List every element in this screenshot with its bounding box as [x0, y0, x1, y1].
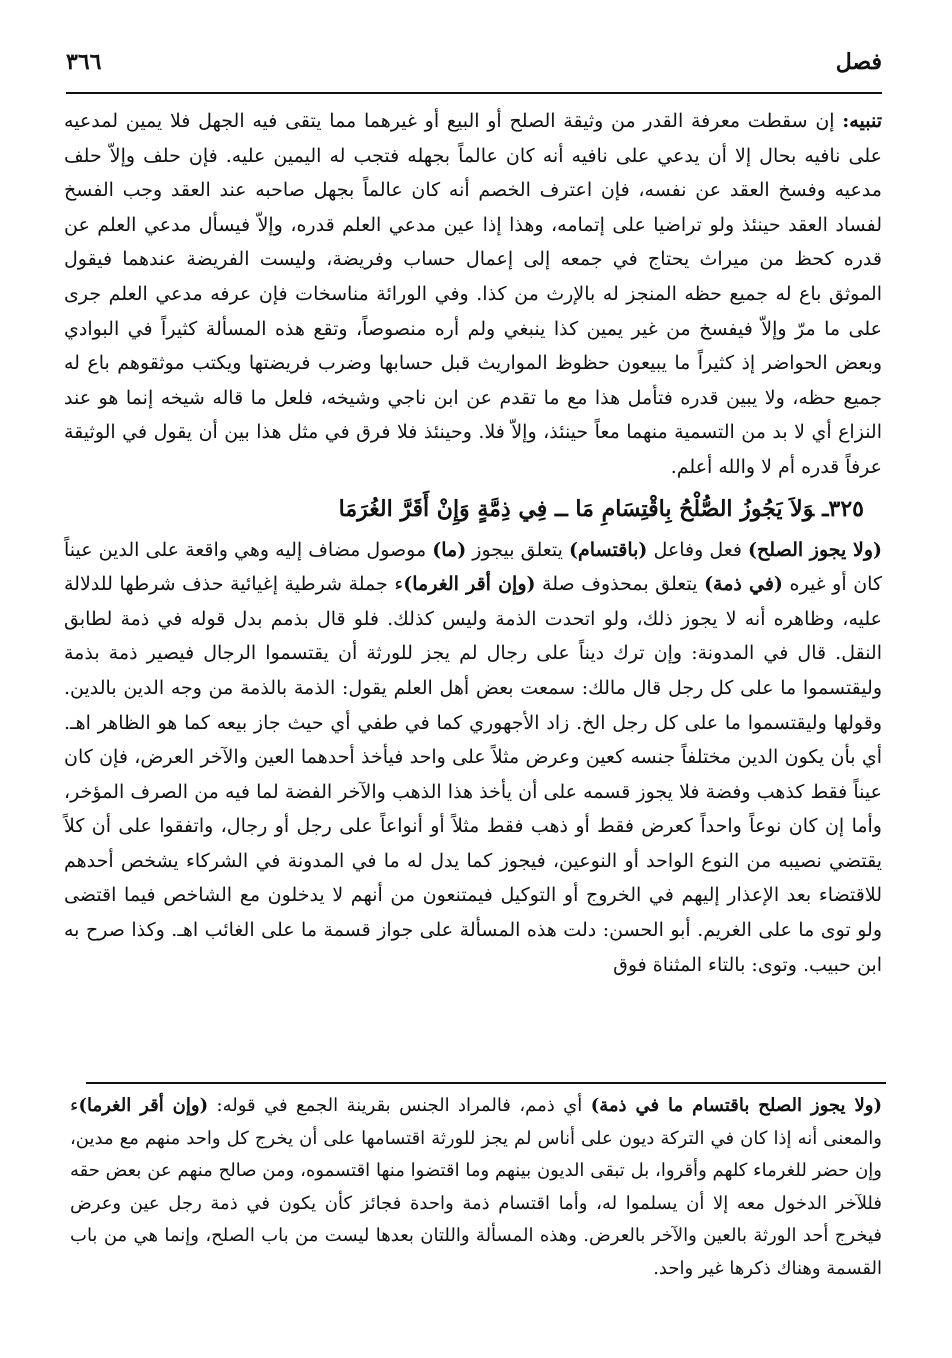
commentary-text: يتعلق بيجوز	[466, 538, 570, 561]
commentary-text: موصول مضاف إليه وهي واقعة على الدين عيناً كان أو غيره	[64, 538, 882, 596]
page-number: ٣٦٦	[66, 49, 102, 75]
bold-term: (ولا يجوز الصلح)	[748, 538, 882, 561]
commentary-paragraph	[64, 533, 882, 983]
verse-line	[64, 489, 882, 529]
bold-term: (باقتسام)	[569, 538, 648, 561]
header-rule	[66, 92, 882, 94]
bold-term: (ما)	[432, 538, 467, 561]
bold-term: (وإن أقر الغرما)	[78, 1095, 209, 1116]
bold-term: (وإن أقر الغرما)	[403, 573, 536, 596]
footnote-rule	[86, 1082, 886, 1084]
page-header	[66, 34, 882, 90]
bold-term: (في ذمة)	[704, 573, 783, 596]
commentary-text: ء جملة شرطية إغيائية حذف شرطها للدلالة عليه، وظاهره أنه لا يجوز ذلك، ولو اتحدت الذمة وليس كذلك. فلو قال بذمم بدل قوله في ذمة لطابق النقل. قال في المدونة: وإن ترك ديناً على رجال لم يجز للورثة أن يقتسموا الرجال فيصير ذمة بذمة وليقتسموا ما على كل رجل قال مالك: سمعت بعض أهل العلم يقول: الذمة بالذمة من وجه الدين بالدين. وقولها وليقتسموا ما على كل رجل الخ. زاد الأجهوري كما في طفي أي حيث جاز بيعه كما هو الظاهر اهـ. أي بأن يكون الدين مختلفاً جنسه كعين وعرض مثلاً على واحد فيأخذ أحدهما العين والآخر العرض، فإن كان عيناً فقط كذهب وفضة فلا يجوز قسمه على أن يأخذ هذا الذهب والآخر الفضة لما فيه من الصرف المؤخر، وأما إن كان نوعاً واحداً كعرض فقط أو ذهب فقط مثلاً أو أنواعاً على رجل أو رجال، واتفقوا على أن كلاً يقتضي نصيبه من النوع الواحد أو النوعين، فيجوز كما يدل له ما في المدونة في الشركاء يشخص أحدهم للاقتضاء بعد الإعذار إليهم في الخروج أو التوكيل فيمتنعون من أنهم لا يدخلون مع الشاخص فيما اقتضى ولو توى ما على الغريم. أبو الحسن: دلت هذه المسألة على جواز قسمة ما على الغائب اهـ. وكذا صرح به ابن حبيب. وتوى: بالتاء المثناة فوق	[64, 573, 882, 976]
footnotes	[70, 1090, 882, 1285]
bold-term: (ولا يجوز الصلح باقتسام ما في ذمة)	[590, 1095, 882, 1116]
commentary-text: أي ذمم، فالمراد الجنس بقرينة الجمع في قوله:	[208, 1095, 591, 1116]
commentary-text: ء والمعنى أنه إذا كان في التركة ديون على أناس لم يجز للورثة اقتسامها على أن يخرج كل واحد منهم مع مدين، وإن حضر للغرماء كلهم وأقروا، بل تبقى الديون بينهم وما اقتضوا منها اقتسموه، ومن صالح منهم عن بعض حقه فللآخر الدخول معه إلا أن يسلموا له، وأما اقتسام ذمة واحدة فجائز كأن يكون في ذمة رجل عين وعرض فيخرج أحد الورثة بالعين والآخر بالعرض. وهذه المسألة واللتان بعدها ليست من باب الصلح، وإنما هي من باب القسمة وهناك ذكرها غير واحد.	[70, 1095, 882, 1279]
commentary-text: فعل وفاعل	[647, 538, 749, 561]
verse-number: ٣٢٥ـ	[822, 495, 864, 522]
tanbih-label: تنبيه:	[842, 110, 882, 132]
verse-text: وَلاَ يَجُوزُ الصُّلْحُ بِاقْتِسَامِ مَا ــ فِي ذِمَّةٍ وَإِنْ أَقَرَّ الغُرَمَا	[338, 495, 815, 522]
tanbih-paragraph	[64, 104, 882, 485]
footnote-paragraph	[70, 1090, 882, 1285]
running-title: فصل	[835, 49, 882, 75]
tanbih-text: إن سقطت معرفة القدر من وثيقة الصلح أو البيع أو غيرهما مما يتقى فيه الجهل فلا يمين لمدعيه على نافيه بحال إلا أن يدعي على نافيه أنه كان عالماً بجهله فتجب له اليمين عليه. فإن حلف وإلاّ حلف مدعيه وفسخ العقد عن نفسه، فإن اعترف الخصم أنه كان عالماً بجهل صاحبه عند العقد وجب الفسخ لفساد العقد حينئذ ولو تراضيا على إتمامه، وهذا إذا عين مدعي العلم قدره، وإلاّ فيسأل مدعي العلم عن قدره كحظ من ميراث يحتاج في جمعه إلى إعمال حساب وفريضة، وليست الفريضة عندهما فيقول الموثق باع له جميع حظه المنجز له بالإرث من كذا. وفي الورائة مناسخات فإن عرفه مدعي العلم جرى على ما مرّ وإلاّ فيفسخ من غير يمين كذا ينبغي ولم أره منصوصاً، وتقع هذه المسألة كثيراً في البوادي وبعض الحواضر إذ كثيراً ما يبيعون حظوظ المواريث قبل حسابها وضرب فريضتها ويكتب موثقوهم باع له جميع حظه، ولا يبين قدره فتأمل هذا مع ما تقدم عن ابن ناجي وشيخه، فلعل ما قاله شيخه إنما هو عند النزاع أي لا بد من التسمية منهما معاً حينئذ، وإلاّ فلا. وحينئذ فلا فرق في مثل هذا بين أن يقول في الوثيقة عرفاً قدره أم لا والله أعلم.	[64, 110, 882, 478]
main-text	[64, 104, 882, 982]
commentary-text: يتعلق بمحذوف صلة	[535, 573, 705, 596]
